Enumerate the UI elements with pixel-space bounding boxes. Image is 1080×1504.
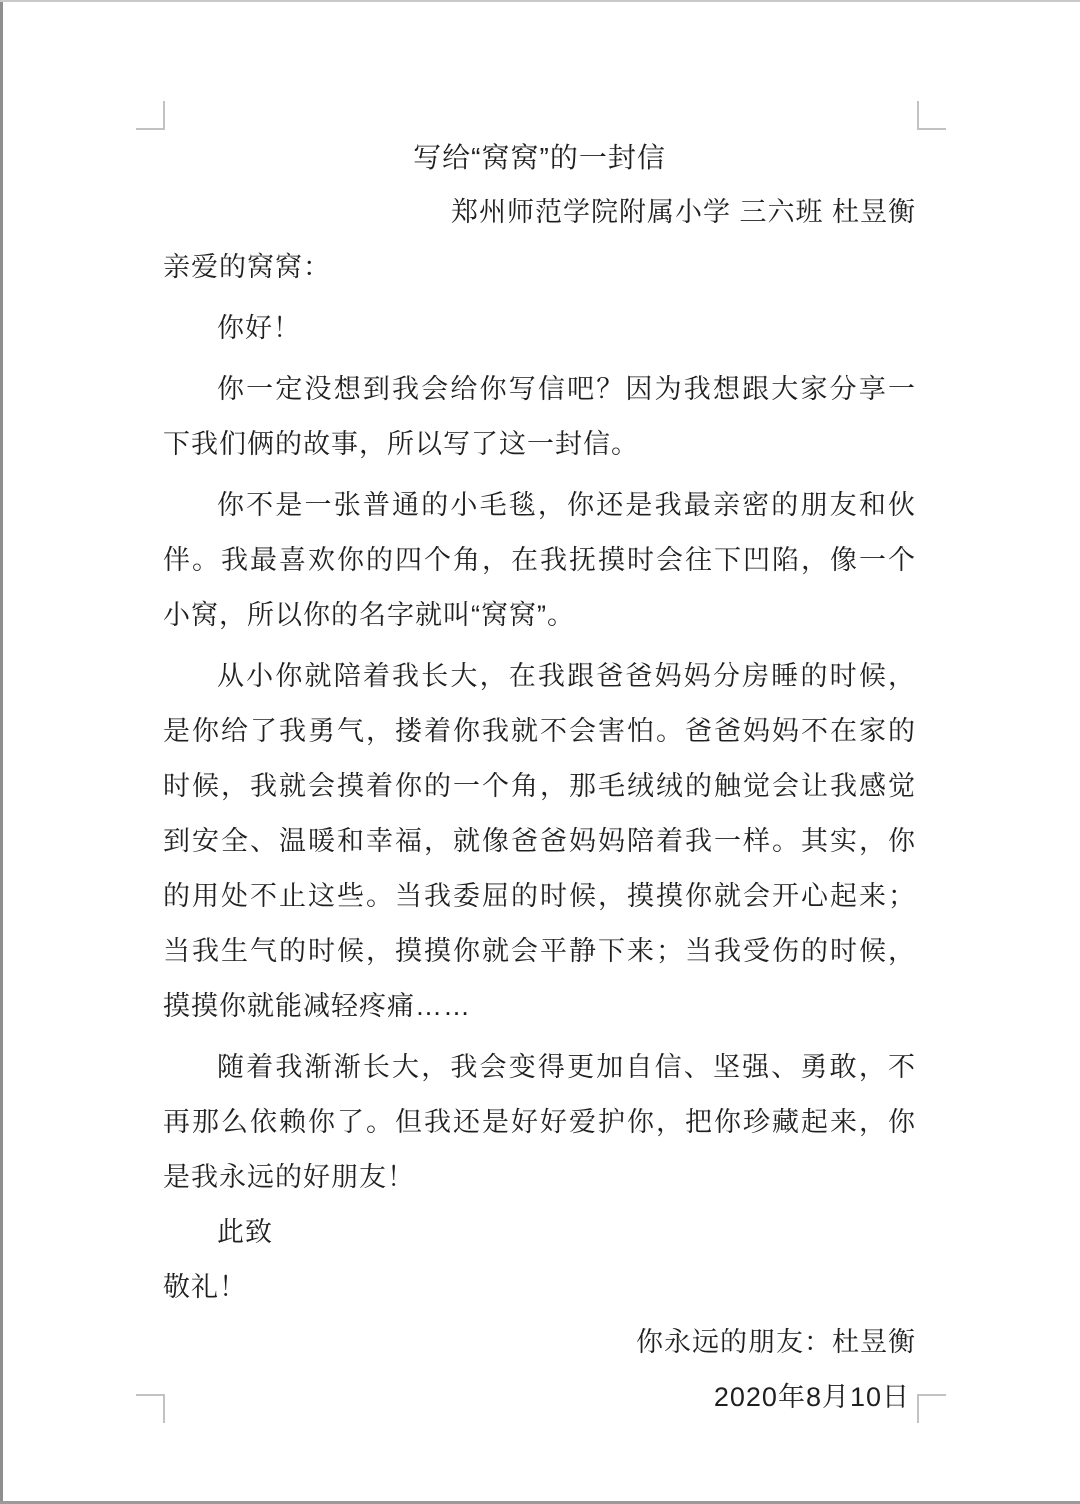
page-edge-top [0, 0, 1080, 2]
letter-salutation: 亲爱的窝窝： [163, 252, 331, 282]
margin-corner-mark-top-left [136, 101, 165, 130]
letter-paragraph-1: 你一定没想到我会给你写信吧？因为我想跟大家分享一下我们俩的故事，所以写了这一封信。 [163, 374, 916, 459]
letter-title: 写给“窝窝”的一封信 [413, 142, 666, 173]
letter-paragraph-greeting: 你好！ [217, 313, 301, 343]
page-edge-left [0, 0, 3, 1504]
letter-date: 2020年8月10日 [713, 1382, 910, 1412]
letter-closing-salute: 此致 [217, 1217, 273, 1247]
margin-corner-mark-top-right [917, 101, 946, 130]
letter-signature: 你永远的朋友：杜昱衡 [636, 1327, 916, 1357]
margin-corner-mark-bottom-left [136, 1394, 165, 1423]
letter-paragraph-4: 随着我渐渐长大，我会变得更加自信、坚强、勇敢，不再那么依赖你了。但我还是好好爱护你，把你珍藏起来，你是我永远的好朋友！ [163, 1052, 916, 1192]
margin-corner-mark-bottom-right [917, 1394, 946, 1423]
letter-paragraph-2: 你不是一张普通的小毛毯，你还是我最亲密的朋友和伙伴。我最喜欢你的四个角，在我抚摸时会往下凹陷，像一个小窝，所以你的名字就叫“窝窝”。 [163, 490, 916, 630]
letter-byline: 郑州师范学院附属小学 三六班 杜昱衡 [450, 197, 916, 227]
letter-body [163, 130, 916, 1425]
letter-paragraph-3: 从小你就陪着我长大，在我跟爸爸妈妈分房睡的时候，是你给了我勇气，搂着你我就不会害怕。爸爸妈妈不在家的时候，我就会摸着你的一个角，那毛绒绒的触觉会让我感觉到安全、温暖和幸福，就像爸爸妈妈陪着我一样。其实，你的用处不止这些。当我委屈的时候，摸摸你就会开心起来；当我生气的时候，摸摸你就会平静下来；当我受伤的时候，摸摸你就能减轻疼痛…… [163, 661, 916, 1021]
letter-closing-respect: 敬礼！ [163, 1272, 247, 1302]
